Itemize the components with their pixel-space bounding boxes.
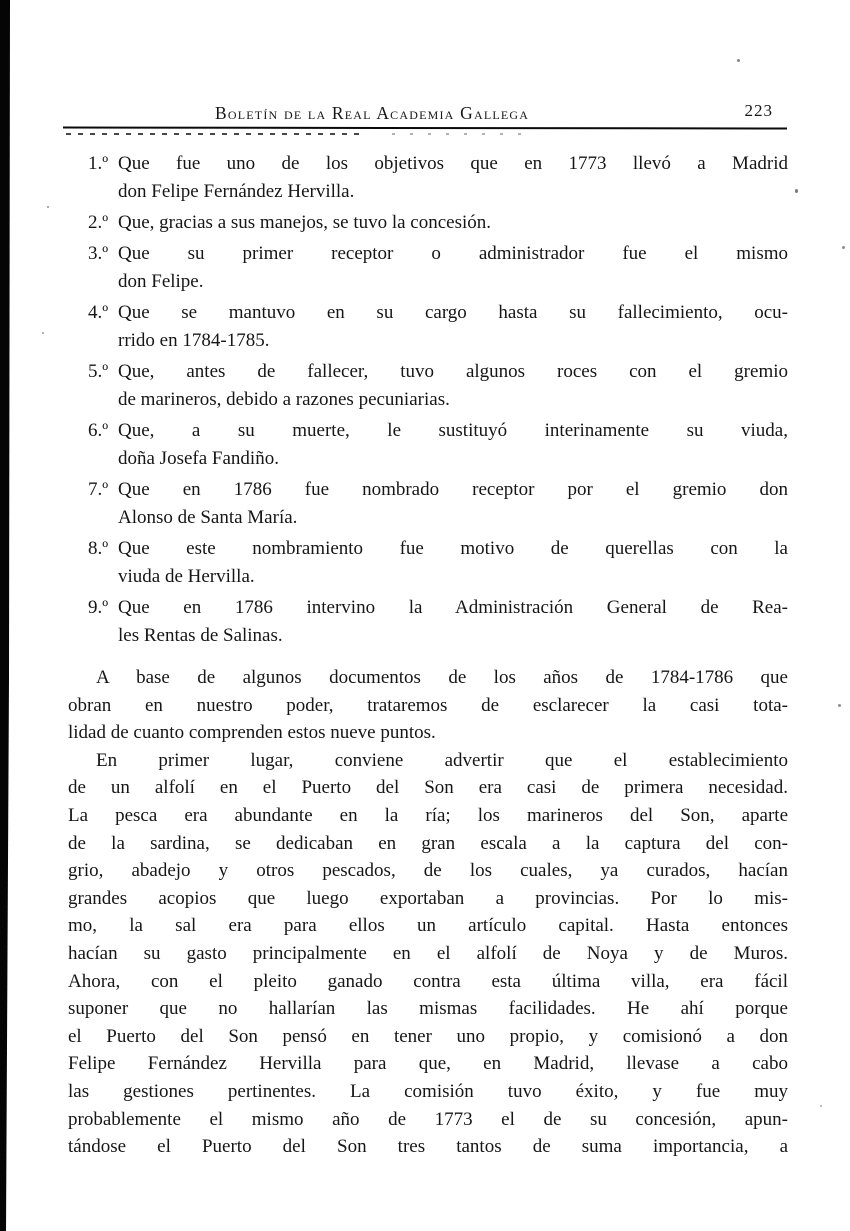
text-line: de la sardina, se dedicaban en gran escala a la captura del con-: [68, 832, 788, 854]
scan-speckle: [42, 332, 44, 334]
list-item: [88, 358, 788, 414]
text-line: probablemente el mismo año de 1773 el de su concesión, apun-: [68, 1108, 788, 1130]
list-item-text: [118, 594, 788, 650]
list-item-number: 5.º: [88, 361, 109, 382]
text-line: suponer que no hallarían las mismas facilidades. He ahí porque: [68, 998, 788, 1020]
journal-title: Boletín de la Real Academia Gallega: [215, 103, 530, 123]
text-line: Que en 1786 fue nombrado receptor por el gremio don: [118, 479, 788, 500]
text-line: don Felipe.: [118, 271, 204, 292]
paragraph: [68, 664, 788, 747]
text-line: viuda de Hervilla.: [118, 566, 255, 587]
text-line: hacían su gasto principalmente en el alfolí de Noya y de Muros.: [68, 942, 788, 964]
scan-speckle: [842, 246, 845, 249]
scan-speckle: [737, 59, 740, 62]
list-item-number: 4.º: [88, 302, 109, 323]
text-line: rrido en 1784-1785.: [118, 330, 270, 351]
text-line: La pesca era abundante en la ría; los marineros del Son, aparte: [68, 804, 788, 826]
text-line: Que fue uno de los objetivos que en 1773 llevó a Madrid: [118, 153, 788, 174]
text-line: mo, la sal era para ellos un artículo capital. Hasta entonces: [68, 915, 788, 937]
text-line: don Felipe Fernández Hervilla.: [118, 181, 355, 202]
text-line: Que este nombramiento fue motivo de querellas con la: [118, 538, 788, 559]
text-block: [68, 150, 788, 1161]
text-line: Ahora, con el pleito ganado contra esta última villa, era fácil: [68, 970, 788, 992]
text-line: En primer lugar, conviene advertir que el establecimiento: [96, 749, 788, 771]
text-line: lidad de cuanto comprenden estos nueve puntos.: [68, 722, 436, 744]
text-line: doña Josefa Fandiño.: [118, 448, 279, 469]
list-item: [88, 535, 788, 591]
list-item-text: [118, 209, 788, 237]
list-item-number: 8.º: [88, 538, 109, 559]
text-line: A base de algunos documentos de los años de 1784-1786 que: [96, 667, 788, 688]
text-line: Que en 1786 intervino la Administración General de Rea-: [118, 597, 788, 618]
text-line: Felipe Fernández Hervilla para que, en Madrid, llevase a cabo: [68, 1053, 788, 1075]
list-item: [88, 594, 788, 650]
scan-speckle: [820, 1105, 822, 1107]
text-line: Que, gracias a sus manejos, se tuvo la concesión.: [118, 212, 492, 233]
list-item-number: 6.º: [88, 420, 109, 441]
list-item-text: [118, 417, 788, 473]
header-rule: [63, 126, 787, 129]
list-item-text: [118, 358, 788, 414]
text-line: grandes acopios que luego exportaban a provincias. Por lo mis-: [68, 887, 788, 909]
header-rule-dashes: [66, 133, 366, 135]
text-line: Que, a su muerte, le sustituyó interinamente su viuda,: [118, 420, 788, 441]
text-line: de un alfolí en el Puerto del Son era casi de primera necesidad.: [68, 777, 788, 799]
text-line: Alonso de Santa María.: [118, 507, 298, 528]
scan-speckle: [838, 704, 841, 707]
list-item-text: [118, 240, 788, 296]
text-line: les Rentas de Salinas.: [118, 625, 283, 646]
numbered-list: [88, 150, 788, 650]
list-item-text: [118, 476, 788, 532]
list-item-number: 2.º: [88, 212, 109, 233]
scan-speckle: [47, 206, 49, 208]
paragraph: [68, 747, 788, 1161]
scan-speckle: [795, 189, 798, 193]
list-item-text: [118, 535, 788, 591]
text-line: tándose el Puerto del Son tres tantos de suma importancia, a: [68, 1136, 788, 1158]
list-item: [88, 299, 788, 355]
text-line: Que, antes de fallecer, tuvo algunos roces con el gremio: [118, 361, 788, 382]
page-header: [63, 101, 787, 125]
list-item-number: 1.º: [88, 153, 109, 174]
text-line: el Puerto del Son pensó en tener uno propio, y comisionó a don: [68, 1025, 788, 1047]
list-item: [88, 240, 788, 296]
list-item-number: 9.º: [88, 597, 109, 618]
list-item: [88, 209, 788, 237]
page-number: 223: [744, 101, 773, 120]
text-line: las gestiones pertinentes. La comisión tuvo éxito, y fue muy: [68, 1080, 788, 1102]
list-item: [88, 150, 788, 206]
paragraphs: [68, 664, 788, 1161]
list-item: [88, 476, 788, 532]
text-line: de marineros, debido a razones pecuniarias.: [118, 389, 450, 410]
text-line: Que su primer receptor o administrador fue el mismo: [118, 243, 788, 264]
list-item-number: 7.º: [88, 479, 109, 500]
list-item-text: [118, 150, 788, 206]
list-item-text: [118, 299, 788, 355]
scan-gutter-bar: [0, 0, 10, 1231]
text-line: Que se mantuvo en su cargo hasta su fallecimiento, ocu-: [118, 302, 788, 323]
list-item: [88, 417, 788, 473]
text-line: obran en nuestro poder, trataremos de esclarecer la casi tota-: [68, 694, 788, 716]
text-line: grio, abadejo y otros pescados, de los cuales, ya curados, hacían: [68, 860, 788, 882]
header-rule-dashes-faint: [392, 133, 532, 135]
list-item-number: 3.º: [88, 243, 109, 264]
